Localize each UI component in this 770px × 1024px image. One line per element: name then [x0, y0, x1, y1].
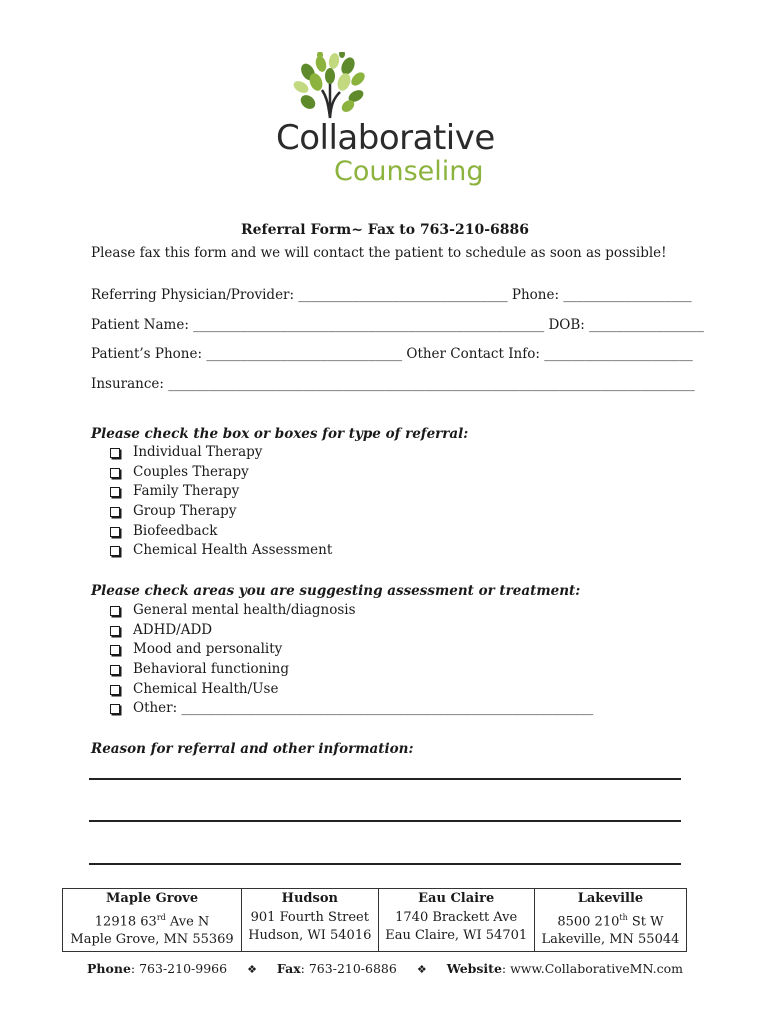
office-street: 901 Fourth Street	[250, 909, 369, 925]
checkbox-label: Family Therapy	[133, 483, 240, 500]
checkbox[interactable]	[110, 507, 120, 517]
office-cell-maple-grove	[63, 889, 242, 952]
referring-physician-label: Referring Physician/Provider:	[91, 287, 295, 303]
other-contact-label: Other Contact Info:	[406, 346, 540, 362]
office-street: 8500 210th St W	[557, 912, 664, 929]
referral-type-heading: Please check the box or boxes for type of referral:	[91, 426, 469, 442]
checkbox-label: ADHD/ADD	[133, 621, 213, 638]
contact-footer	[0, 961, 770, 976]
diamond-separator-icon: ❖	[247, 963, 257, 976]
reason-heading: Reason for referral and other information:	[91, 741, 414, 757]
checkbox-label: General mental health/diagnosis	[133, 602, 356, 618]
checkbox[interactable]	[110, 487, 120, 497]
checkbox[interactable]	[110, 527, 120, 537]
list-item	[110, 482, 332, 502]
list-item	[110, 601, 593, 621]
list-item	[110, 621, 593, 641]
insurance-row	[91, 376, 695, 392]
checkbox-label: Chemical Health Assessment	[133, 542, 333, 559]
fax-number: : 763-210-6886	[300, 961, 397, 976]
patient-phone-row	[91, 346, 693, 362]
reason-line-1[interactable]	[89, 778, 681, 780]
checkbox[interactable]	[110, 546, 120, 556]
other-field[interactable]: _____________________________________________________________	[181, 700, 594, 717]
tree-logo-icon	[270, 52, 500, 122]
office-name: Eau Claire	[418, 891, 495, 906]
list-item	[110, 522, 332, 542]
list-item	[110, 660, 593, 680]
dob-label: DOB:	[548, 317, 585, 333]
checkbox[interactable]	[110, 665, 120, 675]
company-logo	[270, 52, 500, 197]
checkbox[interactable]	[110, 626, 120, 636]
other-contact-field[interactable]: ______________________	[544, 346, 693, 362]
checkbox-label: Couples Therapy	[133, 463, 249, 480]
office-street: 12918 63rd Ave N	[94, 912, 210, 929]
offices-table	[62, 888, 687, 952]
insurance-field[interactable]: ______________________________________________________________________________	[168, 376, 695, 392]
list-item	[110, 640, 593, 660]
checkbox[interactable]	[110, 606, 120, 616]
list-item	[110, 699, 593, 719]
insurance-label: Insurance:	[91, 376, 164, 392]
checkbox-label: Individual Therapy	[133, 444, 263, 460]
office-city: Eau Claire, WI 54701	[385, 928, 528, 943]
patient-name-field[interactable]: ____________________________________________________	[193, 317, 545, 333]
checkbox[interactable]	[110, 685, 120, 695]
logo-wordmark-line1: Collaborative	[276, 118, 495, 158]
list-item	[110, 443, 332, 463]
office-street: 1740 Brackett Ave	[395, 909, 518, 925]
office-name: Lakeville	[577, 891, 644, 906]
provider-phone-field[interactable]: ___________________	[563, 287, 692, 303]
reason-line-3[interactable]	[89, 863, 681, 865]
office-city: Maple Grove, MN 55369	[70, 932, 234, 948]
table-row	[63, 889, 687, 952]
checkbox-label: Chemical Health/Use	[133, 680, 279, 697]
patient-phone-field[interactable]: _____________________________	[206, 346, 403, 362]
website-label: Website	[446, 961, 502, 976]
list-item	[110, 463, 332, 483]
checkbox[interactable]	[110, 468, 120, 478]
provider-phone-label: Phone:	[511, 287, 560, 303]
office-city: Hudson, WI 54016	[248, 928, 372, 943]
referring-physician-field[interactable]: _______________________________	[298, 287, 508, 303]
office-cell-eau-claire	[378, 889, 534, 952]
dob-field[interactable]: _________________	[589, 317, 704, 333]
office-cell-lakeville	[534, 889, 686, 952]
fax-label: Fax	[276, 961, 301, 976]
assessment-list	[110, 601, 593, 719]
referral-type-list	[110, 443, 332, 561]
list-item	[110, 680, 593, 700]
referring-physician-row	[91, 287, 692, 303]
office-city: Lakeville, MN 55044	[541, 932, 680, 948]
list-item	[110, 502, 332, 522]
logo-wordmark-line2: Counseling	[334, 156, 484, 187]
other-label: Other:	[133, 700, 178, 717]
checkbox[interactable]	[110, 645, 120, 655]
assessment-heading: Please check areas you are suggesting assessment or treatment:	[91, 583, 581, 599]
checkbox-label: Behavioral functioning	[133, 661, 290, 678]
checkbox[interactable]	[110, 448, 120, 458]
patient-name-label: Patient Name:	[91, 317, 189, 333]
patient-name-row	[91, 317, 704, 333]
form-title: Referral Form~ Fax to 763-210-6886	[241, 222, 529, 238]
office-name: Hudson	[281, 891, 338, 906]
checkbox-label: Biofeedback	[133, 522, 218, 539]
list-item	[110, 541, 332, 561]
website-link[interactable]: : www.CollaborativeMN.com	[501, 961, 683, 976]
checkbox-label: Mood and personality	[133, 641, 283, 658]
patient-phone-label: Patient’s Phone:	[91, 346, 203, 362]
checkbox-label: Group Therapy	[133, 503, 237, 520]
checkbox[interactable]	[110, 704, 120, 714]
reason-line-2[interactable]	[89, 820, 681, 822]
form-intro: Please fax this form and we will contact the patient to schedule as soon as possible!	[91, 245, 667, 261]
diamond-separator-icon: ❖	[416, 963, 427, 976]
phone-number: : 763-210-9966	[130, 961, 228, 976]
office-cell-hudson	[242, 889, 378, 952]
phone-label: Phone	[87, 961, 131, 976]
office-name: Maple Grove	[106, 891, 199, 906]
